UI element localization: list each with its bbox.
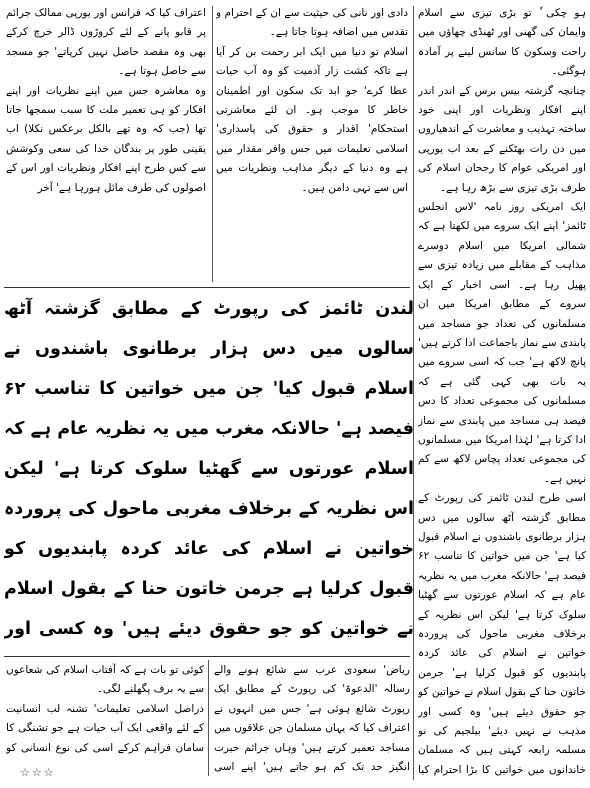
end-of-article-stars: ☆☆☆ bbox=[20, 766, 56, 779]
pull-quote-rule-bottom bbox=[4, 656, 410, 657]
column-divider bbox=[208, 660, 209, 776]
text-column-middle: دادی اور نانی کی حیثیت سے ان کے احترام و تقدس میں اضافہ ہوتا جاتا ہے۔ اسلام تو دنیا میں ایک ابر رحمت بن کر آیا ہے تاکہ کشت زار آدمیت کو وہ آب حیات عطا کرے' جو ابد تک سکون اور اطمینان خاطر کا موجب ہو۔ ان لئے معاشرتی استحکام' اقدار و حقوق کی پاسداری' اسلامی تعلیمات میں جس وافر مقدار میں ہے وہ دنیا کے دیگر مذاہب ونظریات میں اس سے تہی دامن ہیں۔ bbox=[216, 7, 408, 194]
pull-quote: لندن ٹائمز کی رپورٹ کے مطابق گزشتہ آٹھ سالوں میں دس ہزار برطانوی باشندوں نے اسلام قبول کیا' جن میں خواتین کا تناسب ۶۲ فیصد ہے' حالانکہ مغرب میں یہ نظریہ عام ہے کہ اسلام عورتوں سے گھٹیا سلوک کرتا ہے' لیکن اس نظریہ کے برخلاف مغربی ماحول کی پروردہ خواتین نے اسلام کی عائد کردہ پابندیوں کو قبول کرلیا ہے جرمن خاتون حنا کے بقول اسلام نے خواتین کو جو حقوق دیئے ہیں' وہ کسی اور bbox=[4, 299, 414, 639]
text-column-bottom-left: کوئی تو بات ہے کہ آفتاب اسلام کی شعاعوں سے یہ برف پگھلنے لگی۔ دراصل اسلامی تعلیمات' تشنہ لب انسانیت کے لئے واقعی ایک آب حیات ہے جو تشنگی کا سامان فراہم کرکے اسی کی نوع انسانی کو bbox=[6, 664, 204, 754]
text-column-bottom-right: ریاض' سعودی عرب سے شائع ہونے والے رسالہ 'الدعوۃ' کی رپورٹ کے مطابق ایک رپورٹ شائع ہوئی ہے' جس میں انہوں نے اعتراف کیا کہ یہاں مسلمان جن علاقوں میں مساجد تعمیر کرتے ہیں' وہاں جرائم حیرت انگیز حد تک کم ہو جاتے ہیں' اپنے اسی bbox=[214, 664, 410, 774]
column-divider bbox=[212, 6, 213, 282]
pull-quote-rule-top bbox=[4, 287, 410, 288]
text-column-left: اعتراف کیا کہ فرانس اور یورپی ممالک جرائم پر قابو پانے کے لئے کروڑوں ڈالر خرچ کرکے بھی وہ مقصد حاصل نہیں کرپاتے' جو مسجد سے حاصل ہوتا ہے۔ وہ معاشرہ جس میں اپنے نظریات اور اپنے افکار کو ہی تعمیر ملت کا سبب سمجھا جاتا تھا (جب کہ وہ تھے بالکل برعکس نکلا) اب یقینی طور پر بندگان خدا کی سعی وکوشش سے کس طرح اپنے افکار ونظریات اور اس کے اصولوں کی طرف مائل ہورہا ہے' آخر bbox=[6, 7, 206, 194]
text-column-right: ہو چکی ٗ تو بڑی تیزی سے اسلام وایمان کی گھنی اور ٹھنڈی چھاؤں میں راحت وسکون کا سانس لینے پر آمادہ ہوگئی۔ چنانچہ گزشتہ بیس برس کے اندر اندر اپنے افکار ونظریات اور اپنی خود ساختہ تہذیب و معاشرت کے اندھیاروں میں دن رات بھٹکنے کے بعد اب یورپی اور امریکی عوام کا رجحان اسلام کی طرف بڑی تیزی سے بڑھ رہا ہے۔ ایک امریکی روز نامہ 'لاس انجلس ٹائمز' اپنے ایک سروے میں لکھتا ہے کہ شمالی امریکا میں اسلام دوسرے مذاہب کے مقابلے میں زیادہ تیزی سے پھیل رہا ہے۔ اسی اخبار کے ایک سروے کے مطابق امریکا میں ان مسلمانوں کی تعداد جو مساجد میں پابندی سے نماز باجماعت ادا کرتے ہیں' پانچ لاکھ ہے' جب کہ اسی سروے میں یہ بات بھی کہی گئی ہے کہ مسلمانوں کی مجموعی تعداد کا دس فیصد ہی مساجد میں پابندی سے نماز ادا کرتا ہے' لہٰذا امریکا میں مسلمانوں کی مجموعی تعداد پچاس لاکھ سے کم نہیں ہے۔ اسی طرح لندن ٹائمز کی رپورٹ کے مطابق گزشتہ آٹھ سالوں میں دس ہزار برطانوی باشندوں نے اسلام قبول کیا ہے' جن میں خواتین کا تناسب ۶۲ فیصد ہے' حالانکہ مغرب میں یہ نظریہ عام ہے کہ اسلام عورتوں سے گھٹیا سلوک کرتا ہے' لیکن اس نظریہ کے برخلاف مغربی ماحول کی پروردہ خواتین نے اسلام کی عائد کردہ پابندیوں کو قبول کرلیا ہے' جرمن خاتون حنا کے بقول اسلام نے خواتین کو جو حقوق دیئے ہیں' وہ کسی اور مذہب نے نہیں دیئے' بیلجیم کی نو مسلمہ رابعہ کہتی ہیں کہ مسلمان خاندانوں میں خواتین کا بڑا احترام کیا bbox=[418, 7, 586, 776]
